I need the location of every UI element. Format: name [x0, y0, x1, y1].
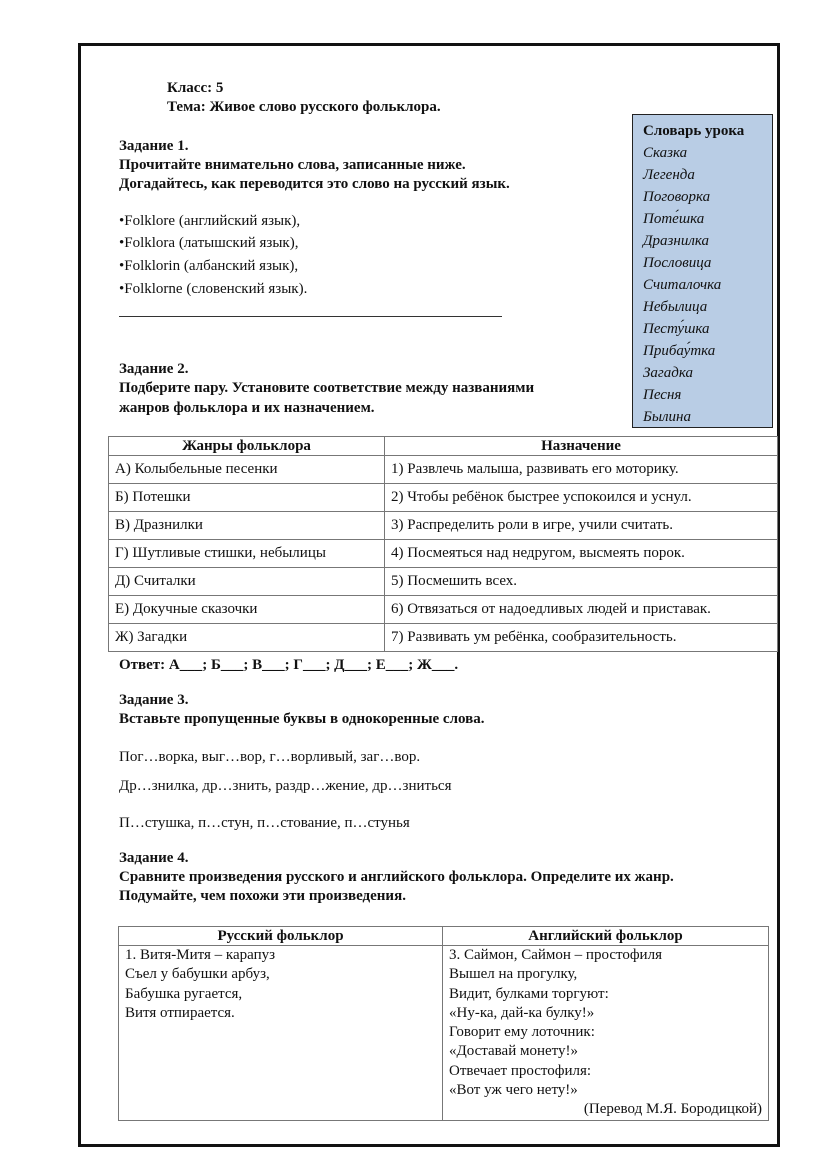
vocab-item: Легенда	[643, 167, 695, 183]
task2-instruction-2: жанров фольклора и их назначением.	[119, 400, 375, 416]
table-row	[109, 624, 778, 652]
column-header: Назначение	[385, 437, 778, 456]
task3-line: Др…знилка, др…знить, раздр…жение, др…зниться	[119, 778, 452, 794]
folklore-comparison-table	[118, 926, 769, 1121]
genre-cell: Ж) Загадки	[109, 624, 385, 652]
vocab-item: Сказка	[643, 145, 688, 161]
task1-item: •Folklora (латышский язык),	[119, 235, 299, 251]
task3-line: П…стушка, п…стун, п…стование, п…стунья	[119, 815, 410, 831]
vocab-item: Поте́шка	[643, 211, 705, 227]
task2-instruction-1: Подберите пару. Установите соответствие между названиями	[119, 380, 535, 396]
purpose-cell: 7) Развивать ум ребёнка, сообразительность.	[385, 624, 778, 652]
vocab-item: Считалочка	[643, 277, 722, 293]
vocab-item: Небылица	[643, 299, 708, 315]
poem-line: «Доставай монету!»	[449, 1043, 579, 1060]
translation-credit: (Перевод М.Я. Бородицкой)	[583, 1101, 762, 1118]
task4-title: Задание 4.	[119, 850, 189, 866]
task3-instruction: Вставьте пропущенные буквы в однокоренные слова.	[119, 711, 485, 727]
genre-cell: Б) Потешки	[109, 484, 385, 512]
poem-line: «Ну-ка, дай-ка булку!»	[449, 1004, 595, 1021]
table-row	[109, 596, 778, 624]
poem-line: 3. Саймон, Саймон – простофиля	[449, 947, 662, 963]
column-header: Русский фольклор	[119, 927, 443, 946]
genre-cell: А) Колыбельные песенки	[109, 456, 385, 484]
column-header: Английский фольклор	[443, 927, 769, 946]
task3-title: Задание 3.	[119, 692, 189, 708]
table-row	[109, 540, 778, 568]
purpose-cell: 2) Чтобы ребёнок быстрее успокоился и уснул.	[385, 484, 778, 512]
poem-line: Витя отпирается.	[125, 1004, 235, 1021]
genre-cell: В) Дразнилки	[109, 512, 385, 540]
task2-title: Задание 2.	[119, 361, 189, 377]
poem-line: 1. Витя-Митя – карапуз	[125, 947, 276, 963]
purpose-cell: 6) Отвязаться от надоедливых людей и приставак.	[385, 596, 778, 624]
column-header: Жанры фольклора	[109, 437, 385, 456]
task1-item: •Folklore (английский язык),	[119, 213, 301, 229]
russian-poem-cell	[119, 946, 443, 1121]
task3-line: Пог…ворка, выг…вор, г…ворливый, заг…вор.	[119, 749, 421, 765]
topic-label: Тема: Живое слово русского фольклора.	[167, 99, 441, 115]
vocab-item: Поговорка	[643, 189, 711, 205]
poem-line: Съел у бабушки арбуз,	[125, 966, 270, 983]
poem-line: Видит, булками торгуют:	[449, 985, 609, 1002]
vocabulary-title: Словарь урока	[643, 123, 745, 139]
genre-cell: Д) Считалки	[109, 568, 385, 596]
english-poem-cell	[443, 946, 769, 1121]
vocab-item: Песня	[643, 387, 682, 403]
vocab-item: Загадка	[643, 365, 694, 381]
task1-item: •Folklorin (албанский язык),	[119, 258, 299, 274]
genres-matching-table	[108, 436, 778, 652]
class-label: Класс: 5	[167, 80, 224, 96]
table-row	[109, 568, 778, 596]
vocab-item: Пословица	[643, 255, 712, 271]
vocabulary-box	[632, 114, 773, 428]
task4-instruction-2: Подумайте, чем похожи эти произведения.	[119, 888, 406, 904]
task4-instruction-1: Сравните произведения русского и английского фольклора. Определите их жанр.	[119, 869, 674, 885]
purpose-cell: 1) Развлечь малыша, развивать его моторику.	[385, 456, 778, 484]
purpose-cell: 5) Посмешить всех.	[385, 568, 778, 596]
table-row	[109, 484, 778, 512]
poem-line: Говорит ему лоточник:	[449, 1024, 595, 1041]
genre-cell: Г) Шутливые стишки, небылицы	[109, 540, 385, 568]
vocab-item: Дразнилка	[643, 233, 710, 249]
task1-instruction-2: Догадайтесь, как переводится это слово на русский язык.	[119, 176, 510, 192]
task1-title: Задание 1.	[119, 138, 189, 154]
poem-line: Бабушка ругается,	[125, 985, 243, 1002]
poem-line: Отвечает простофиля:	[449, 1062, 592, 1079]
task2-answer[interactable]: Ответ: А___; Б___; В___; Г___; Д___; Е___; Ж___.	[119, 657, 459, 673]
poem-line: «Вот уж чего нету!»	[449, 1082, 578, 1099]
purpose-cell: 3) Распределить роли в игре, учили считать.	[385, 512, 778, 540]
table-row	[109, 512, 778, 540]
vocab-item: Прибау́тка	[643, 343, 716, 359]
task1-item: •Folklorne (словенский язык).	[119, 281, 308, 297]
table-row	[109, 456, 778, 484]
purpose-cell: 4) Посмеяться над недругом, высмеять порок.	[385, 540, 778, 568]
task1-instruction-1: Прочитайте внимательно слова, записанные ниже.	[119, 157, 466, 173]
vocab-item: Песту́шка	[643, 321, 710, 337]
table-row	[119, 946, 769, 1121]
poem-line: Вышел на прогулку,	[449, 966, 578, 983]
table-header-row	[119, 927, 769, 946]
table-header-row	[109, 437, 778, 456]
vocab-item: Былина	[643, 409, 691, 425]
answer-line[interactable]	[119, 316, 502, 317]
genre-cell: Е) Докучные сказочки	[109, 596, 385, 624]
